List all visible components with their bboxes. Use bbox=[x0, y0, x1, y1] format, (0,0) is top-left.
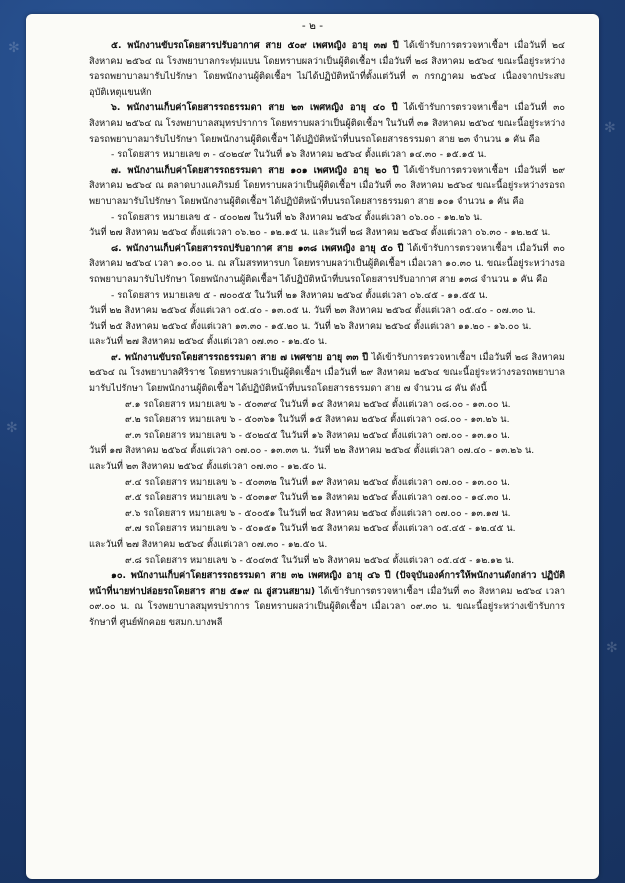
bus-line: ๙.๒ รถโดยสาร หมายเลข ๖ - ๕๐๓๖๑ ในวันที่ ๑๕ สิงหาคม ๒๕๖๔ ตั้งแต่เวลา ๐๘.๐๐ - ๑๓.๒๖ น. bbox=[125, 414, 510, 426]
bus-line: วันที่ ๑๗ สิงหาคม ๒๕๖๔ ตั้งแต่เวลา ๐๗.๐๐ - ๑๓.๓๓ น. วันที่ ๒๒ สิงหาคม ๒๕๖๔ ตั้งแต่เวลา ๐๗.๔๐ - ๑๓.๒๖ น. bbox=[89, 445, 535, 457]
bus-line: ๙.๔ รถโดยสาร หมายเลข ๖ - ๕๐๓๓๒ ในวันที่ ๑๙ สิงหาคม ๒๕๖๔ ตั้งแต่เวลา ๐๗.๐๐ - ๑๓.๐๐ น. bbox=[125, 476, 510, 488]
bus-line: ๙.๖ รถโดยสาร หมายเลข ๖ - ๕๐๐๕๑ ในวันที่ ๒๔ สิงหาคม ๒๕๖๔ ตั้งแต่เวลา ๐๗.๐๐ - ๑๓.๑๗ น. bbox=[125, 507, 511, 519]
decor-snowflake-icon: ✻ bbox=[604, 120, 616, 136]
bus-line: วันที่ ๒๒ สิงหาคม ๒๕๖๔ ตั้งแต่เวลา ๐๕.๔๐ - ๑๓.๐๕ น. วันที่ ๒๓ สิงหาคม ๒๕๖๔ ตั้งแต่เวลา ๐๕.๔๐ - ๐๗.๓๐ น. bbox=[89, 305, 536, 317]
item-10 bbox=[89, 568, 565, 630]
item-body: ได้เข้ารับการตรวจหาเชื้อฯ เมื่อวันที่ ๒๙ สิงหาคม ๒๕๖๔ ณ ตลาดบางแคภิรมย์ โดยทราบผลว่าเป็นผู้ติดเชื้อฯ เมื่อวันที่ ๓๐ สิงหาคม ๒๕๖๔ ขณะนี้อยู่ระหว่างรอรถพยาบาลมารับไปรักษา โดยพนักงานผู้ติดเชื้อฯ ได้ปฏิบัติหน้าที่บนรถโดยสารธรรมดา สาย ๑๐๑ จำนวน ๑ คัน คือ bbox=[89, 164, 565, 207]
decor-snowflake-icon: ✻ bbox=[6, 420, 18, 436]
bus-line: วันที่ ๒๗ สิงหาคม ๒๕๖๔ ตั้งแต่เวลา ๐๖.๒๐ - ๑๒.๑๕ น. และวันที่ ๒๘ สิงหาคม ๒๕๖๔ ตั้งแต่เวลา ๐๖.๓๐ - ๑๒.๒๕ น. bbox=[89, 227, 551, 239]
page-number: - ๒ - bbox=[301, 20, 324, 32]
item-body: ได้เข้ารับการตรวจหาเชื้อฯ เมื่อวันที่ ๓๐ สิงหาคม ๒๕๖๔ เวลา ๑๐.๐๐ น. ณ สโมสรทหารบก โดยทราบผลว่าเป็นผู้ติดเชื้อฯ เมื่อเวลา ๑๐.๓๐ น. ขณะนี้อยู่ระหว่างรอรถพยาบาลมารับไปรักษา โดยพนักงานผู้ติดเชื้อฯ ได้ปฏิบัติหน้าที่บนรถโดยสารปรับอากาศ สาย ๑๓๘ จำนวน ๑ คัน คือ bbox=[89, 242, 565, 285]
item-body: ได้เข้ารับการตรวจหาเชื้อฯ เมื่อวันที่ ๒๘ สิงหาคม ๒๕๖๔ ณ โรงพยาบาลศิริราช โดยทราบผลว่าเป็นผู้ติดเชื้อฯ เมื่อวันที่ ๒๙ สิงหาคม ๒๕๖๔ ขณะนี้อยู่ระหว่างรอรถพยาบาลมารับไปรักษา โดยพนักงานผู้ติดเชื้อฯ ได้ปฏิบัติหน้าที่บนรถโดยสารธรรมดา สาย ๗ จำนวน ๘ คัน ดังนี้ bbox=[89, 351, 565, 395]
bus-line: วันที่ ๒๕ สิงหาคม ๒๕๖๔ ตั้งแต่เวลา ๑๓.๓๐ - ๑๕.๒๐ น. วันที่ ๒๖ สิงหาคม ๒๕๖๔ ตั้งแต่เวลา ๑๑.๒๐ - ๑๖.๐๐ น. bbox=[89, 320, 532, 332]
item-6 bbox=[89, 100, 565, 147]
bus-line: ๙.๗ รถโดยสาร หมายเลข ๖ - ๕๐๑๕๑ ในวันที่ ๒๕ สิงหาคม ๒๕๖๔ ตั้งแต่เวลา ๐๕.๔๕ - ๑๒.๔๕ น. bbox=[125, 523, 516, 535]
bus-line: ๙.๘ รถโดยสาร หมายเลข ๖ - ๕๐๔๓๕ ในวันที่ ๒๖ สิงหาคม ๒๕๖๔ ตั้งแต่เวลา ๐๕.๔๕ - ๑๒.๑๒ น. bbox=[125, 554, 515, 566]
document-body bbox=[89, 38, 565, 631]
bus-line: และวันที่ ๒๗ สิงหาคม ๒๕๖๔ ตั้งแต่เวลา ๐๗.๓๐ - ๑๒.๕๐ น. bbox=[89, 336, 328, 348]
item-heading: ๗. พนักงานเก็บค่าโดยสารรถธรรมดา สาย ๑๐๑ เพศหญิง อายุ ๒๐ ปี bbox=[111, 164, 399, 176]
item-body: ได้เข้ารับการตรวจหาเชื้อฯ เมื่อวันที่ ๓๐ สิงหาคม ๒๕๖๔ ณ โรงพยาบาลสมุทรปราการ โดยทราบผลว่าเป็นผู้ติดเชื้อฯ ในวันที่ ๓๑ สิงหาคม ๒๕๖๔ ขณะนี้อยู่ระหว่างรอรถพยาบาลมารับไปรักษา โดยพนักงานผู้ติดเชื้อฯ ได้ปฏิบัติหน้าที่บนรถโดยสารธรรมดา สาย ๒๓ จำนวน ๑ คัน คือ bbox=[89, 102, 566, 145]
bus-line: ๙.๕ รถโดยสาร หมายเลข ๖ - ๕๐๓๑๙ ในวันที่ ๒๑ สิงหาคม ๒๕๖๔ ตั้งแต่เวลา ๐๗.๐๐ - ๑๔.๓๐ น. bbox=[125, 492, 511, 504]
bus-line: และวันที่ ๒๗ สิงหาคม ๒๕๖๔ ตั้งแต่เวลา ๐๗.๓๐ - ๑๒.๕๐ น. bbox=[89, 539, 328, 550]
item-body: ได้เข้ารับการตรวจหาเชื้อฯ เมื่อวันที่ ๒๔ สิงหาคม ๒๕๖๔ ณ โรงพยาบาลกระทุ่มแบน โดยทราบผลว่าเป็นผู้ติดเชื้อฯ เมื่อวันที่ ๒๘ สิงหาคม ๒๕๖๔ ขณะนี้อยู่ระหว่างรอรถพยาบาลมารับไปรักษา โดยพนักงานผู้ติดเชื้อฯ ไม่ได้ปฏิบัติหน้าที่ตั้งแต่วันที่ ๓ กรกฎาคม ๒๕๖๔ เนื่องจากประสบอุบัติเหตุแขนหัก bbox=[89, 40, 565, 98]
decor-snowflake-icon: ✻ bbox=[8, 40, 20, 56]
item-heading: ๖. พนักงานเก็บค่าโดยสารรถธรรมดา สาย ๒๓ เพศหญิง อายุ ๔๐ ปี bbox=[111, 102, 398, 114]
item-heading: ๘. พนักงานเก็บค่าโดยสารรถปรับอากาศ สาย ๑๓๘ เพศหญิง อายุ ๕๐ ปี bbox=[111, 242, 404, 254]
bus-line: - รถโดยสาร หมายเลข ๕ - ๔๐๐๒๗ ในวันที่ ๒๖ สิงหาคม ๒๕๖๔ ตั้งแต่เวลา ๐๖.๐๐ - ๑๒.๒๖ น. bbox=[111, 211, 483, 223]
item-heading: ๙. พนักงานขับรถโดยสารรถธรรมดา สาย ๗ เพศชาย อายุ ๓๓ ปี bbox=[111, 351, 369, 363]
bus-line: ๙.๓ รถโดยสาร หมายเลข ๖ - ๕๐๒๔๕ ในวันที่ ๑๖ สิงหาคม ๒๕๖๔ ตั้งแต่เวลา ๐๗.๐๐ - ๑๓.๑๐ น. bbox=[125, 429, 510, 441]
item-5 bbox=[89, 38, 565, 100]
item-7 bbox=[89, 163, 565, 210]
document-page bbox=[26, 14, 599, 879]
bus-line: - รถโดยสาร หมายเลข ๓ - ๔๐๒๔๙ ในวันที่ ๑๖ สิงหาคม ๒๕๖๔ ตั้งแต่เวลา ๑๔.๓๐ - ๑๕.๑๕ น. bbox=[111, 149, 487, 161]
bus-line: - รถโดยสาร หมายเลข ๕ - ๗๐๐๕๕ ในวันที่ ๒๑ สิงหาคม ๒๕๖๔ ตั้งแต่เวลา ๐๖.๔๕ - ๑๑.๕๕ น. bbox=[111, 289, 488, 301]
decor-snowflake-icon: ✻ bbox=[606, 640, 618, 656]
item-9 bbox=[89, 350, 565, 397]
item-8 bbox=[89, 241, 565, 288]
bus-line: และวันที่ ๒๓ สิงหาคม ๒๕๖๔ ตั้งแต่เวลา ๐๗.๓๐ - ๑๒.๕๐ น. bbox=[89, 461, 327, 473]
item-heading: ๑๐. พนักงานเก็บค่าโดยสารรถธรรมดา สาย ๓๒ เพศหญิง อายุ ๔๖ ปี (ปัจจุบันองค์การให้พนักงานดังกล่าว ปฏิบัติหน้าที่นายท่าปล่อยรถโดยสาร สาย ๕๑๙ ณ อู่สวนสยาม) bbox=[89, 570, 565, 597]
item-heading: ๕. พนักงานขับรถโดยสารปรับอากาศ สาย ๕๐๙ เพศหญิง อายุ ๓๗ ปี bbox=[111, 40, 399, 51]
bus-line: ๙.๑ รถโดยสาร หมายเลข ๖ - ๕๐๓๙๔ ในวันที่ ๑๔ สิงหาคม ๒๕๖๔ ตั้งแต่เวลา ๐๘.๐๐ - ๑๓.๐๐ น. bbox=[125, 398, 511, 410]
item-body: ได้เข้ารับการตรวจหาเชื้อฯ เมื่อวันที่ ๓๐ สิงหาคม ๒๕๖๔ เวลา ๐๙.๐๐ น. ณ โรงพยาบาลสมุทรปราการ โดยทราบผลว่าเป็นผู้ติดเชื้อฯ เมื่อเวลา ๐๙.๓๐ น. ขณะนี้อยู่ระหว่างเข้ารับการรักษาที่ ศูนย์พักคอย ขสมก.บางพลี bbox=[89, 585, 566, 628]
